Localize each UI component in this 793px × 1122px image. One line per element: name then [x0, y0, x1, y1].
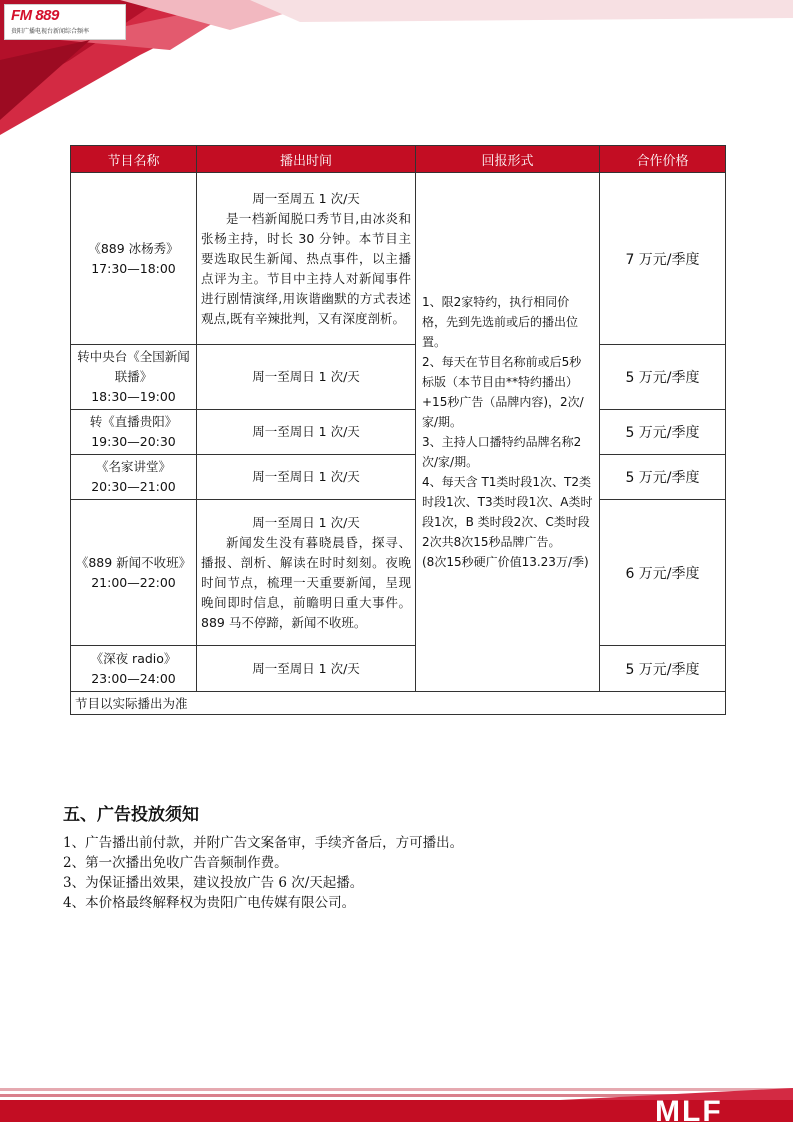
- header-return-form: 回报形式: [416, 146, 600, 173]
- program-name: 《889 冰杨秀》: [88, 240, 179, 256]
- program-time: 21:00—22:00: [91, 574, 176, 590]
- logo: [4, 4, 126, 40]
- program-description: 是一档新闻脱口秀节目,由冰炎和张杨主持，时长 30 分钟。本节目主要选取民生新闻、热点事件，以主播点评为主。节目中主持人对新闻事件进行剧情演绎,用诙谐幽默的方式表述观点,既有辛辣批判，又有深度剖析。: [201, 210, 411, 326]
- logo-fm-text: FM 889: [11, 7, 59, 24]
- program-time: 17:30—18:00: [91, 260, 176, 276]
- table-row: [71, 345, 726, 410]
- program-time: 18:30—19:00: [91, 389, 176, 404]
- price-cell: 6 万元/季度: [600, 500, 726, 646]
- return-item: 3、主持人口播特约品牌名称2次/家/期。: [422, 435, 582, 469]
- airtime-schedule: 周一至周日 1 次/天: [252, 660, 360, 676]
- table-row: [71, 410, 726, 455]
- airtime-cell: [197, 646, 416, 692]
- return-item: 4、每天含 T1类时段1次、T2类时段1次、T3类时段1次、A类时段1次，B 类时段2次、C类时段2次共8次15秒品牌广告。: [422, 475, 593, 549]
- price-cell: 5 万元/季度: [600, 646, 726, 692]
- program-time: 20:30—21:00: [91, 479, 176, 494]
- table-row: [71, 646, 726, 692]
- airtime-cell: [197, 345, 416, 410]
- footer-brand: MLF: [655, 1095, 723, 1122]
- return-form-cell: [416, 173, 600, 692]
- program-name: 《深夜 radio》: [90, 650, 177, 666]
- airtime-schedule: 周一至周五 1 次/天: [252, 190, 360, 206]
- program-name-cell: [71, 173, 197, 345]
- program-name: 转中央台《全国新闻联播》: [77, 349, 190, 384]
- program-name-cell: [71, 500, 197, 646]
- program-time: 23:00—24:00: [91, 670, 176, 686]
- logo-subtitle: 贵阳广播电视台新闻综合频率: [11, 28, 90, 35]
- notice-item: 1、广告播出前付款，并附广告文案备审，手续齐备后，方可播出。: [63, 835, 464, 851]
- table-row: [71, 173, 726, 345]
- airtime-schedule: 周一至周日 1 次/天: [252, 424, 360, 439]
- program-description: 新闻发生没有暮晓晨昏，探寻、播报、剖析、解读在时时刻刻。夜晚时间节点，梳理一天重要新闻，呈现晚间即时信息，前瞻明日重大事件。889 马不停蹄，新闻不收班。: [201, 534, 411, 630]
- airtime-cell: [197, 500, 416, 646]
- airtime-schedule: 周一至周日 1 次/天: [252, 514, 360, 530]
- return-item: 1、限2家特约，执行相同价格，先到先选前或后的播出位置。: [422, 295, 579, 349]
- program-table: [70, 145, 726, 715]
- airtime-schedule: 周一至周日 1 次/天: [252, 369, 360, 384]
- header-price: 合作价格: [600, 146, 726, 173]
- program-name-cell: [71, 455, 197, 500]
- notice-item: 3、为保证播出效果，建议投放广告 6 次/天起播。: [63, 875, 364, 891]
- section-title: 五、广告投放须知: [63, 805, 199, 825]
- table-note: 节目以实际播出为准: [71, 692, 726, 715]
- program-name-cell: [71, 646, 197, 692]
- header-airtime: 播出时间: [197, 146, 416, 173]
- price-cell: 5 万元/季度: [600, 345, 726, 410]
- table-note-row: [71, 692, 726, 715]
- airtime-cell: [197, 410, 416, 455]
- program-time: 19:30—20:30: [91, 434, 176, 449]
- return-item: (8次15秒硬广价值13.23万/季): [422, 555, 589, 569]
- table-header-row: [71, 146, 726, 173]
- program-name-cell: [71, 410, 197, 455]
- table-row: [71, 455, 726, 500]
- airtime-cell: [197, 173, 416, 345]
- notice-item: 2、第一次播出免收广告音频制作费。: [63, 855, 288, 871]
- program-name: 转《直播贵阳》: [89, 414, 178, 429]
- notice-item: 4、本价格最终解释权为贵阳广电传媒有限公司。: [63, 895, 356, 911]
- return-item: 2、每天在节目名称前或后5秒标版（本节目由**特约播出）+15秒广告（品牌内容)，2次/家/期。: [422, 355, 584, 429]
- price-cell: 5 万元/季度: [600, 455, 726, 500]
- program-name: 《名家讲堂》: [95, 459, 171, 474]
- airtime-cell: [197, 455, 416, 500]
- price-cell: 5 万元/季度: [600, 410, 726, 455]
- footer-decoration: [0, 1080, 793, 1122]
- price-cell: 7 万元/季度: [600, 173, 726, 345]
- airtime-schedule: 周一至周日 1 次/天: [252, 469, 360, 484]
- table-row: [71, 500, 726, 646]
- program-name-cell: [71, 345, 197, 410]
- notice-list: [63, 833, 743, 913]
- header-program-name: 节目名称: [71, 146, 197, 173]
- program-name: 《889 新闻不收班》: [75, 554, 192, 570]
